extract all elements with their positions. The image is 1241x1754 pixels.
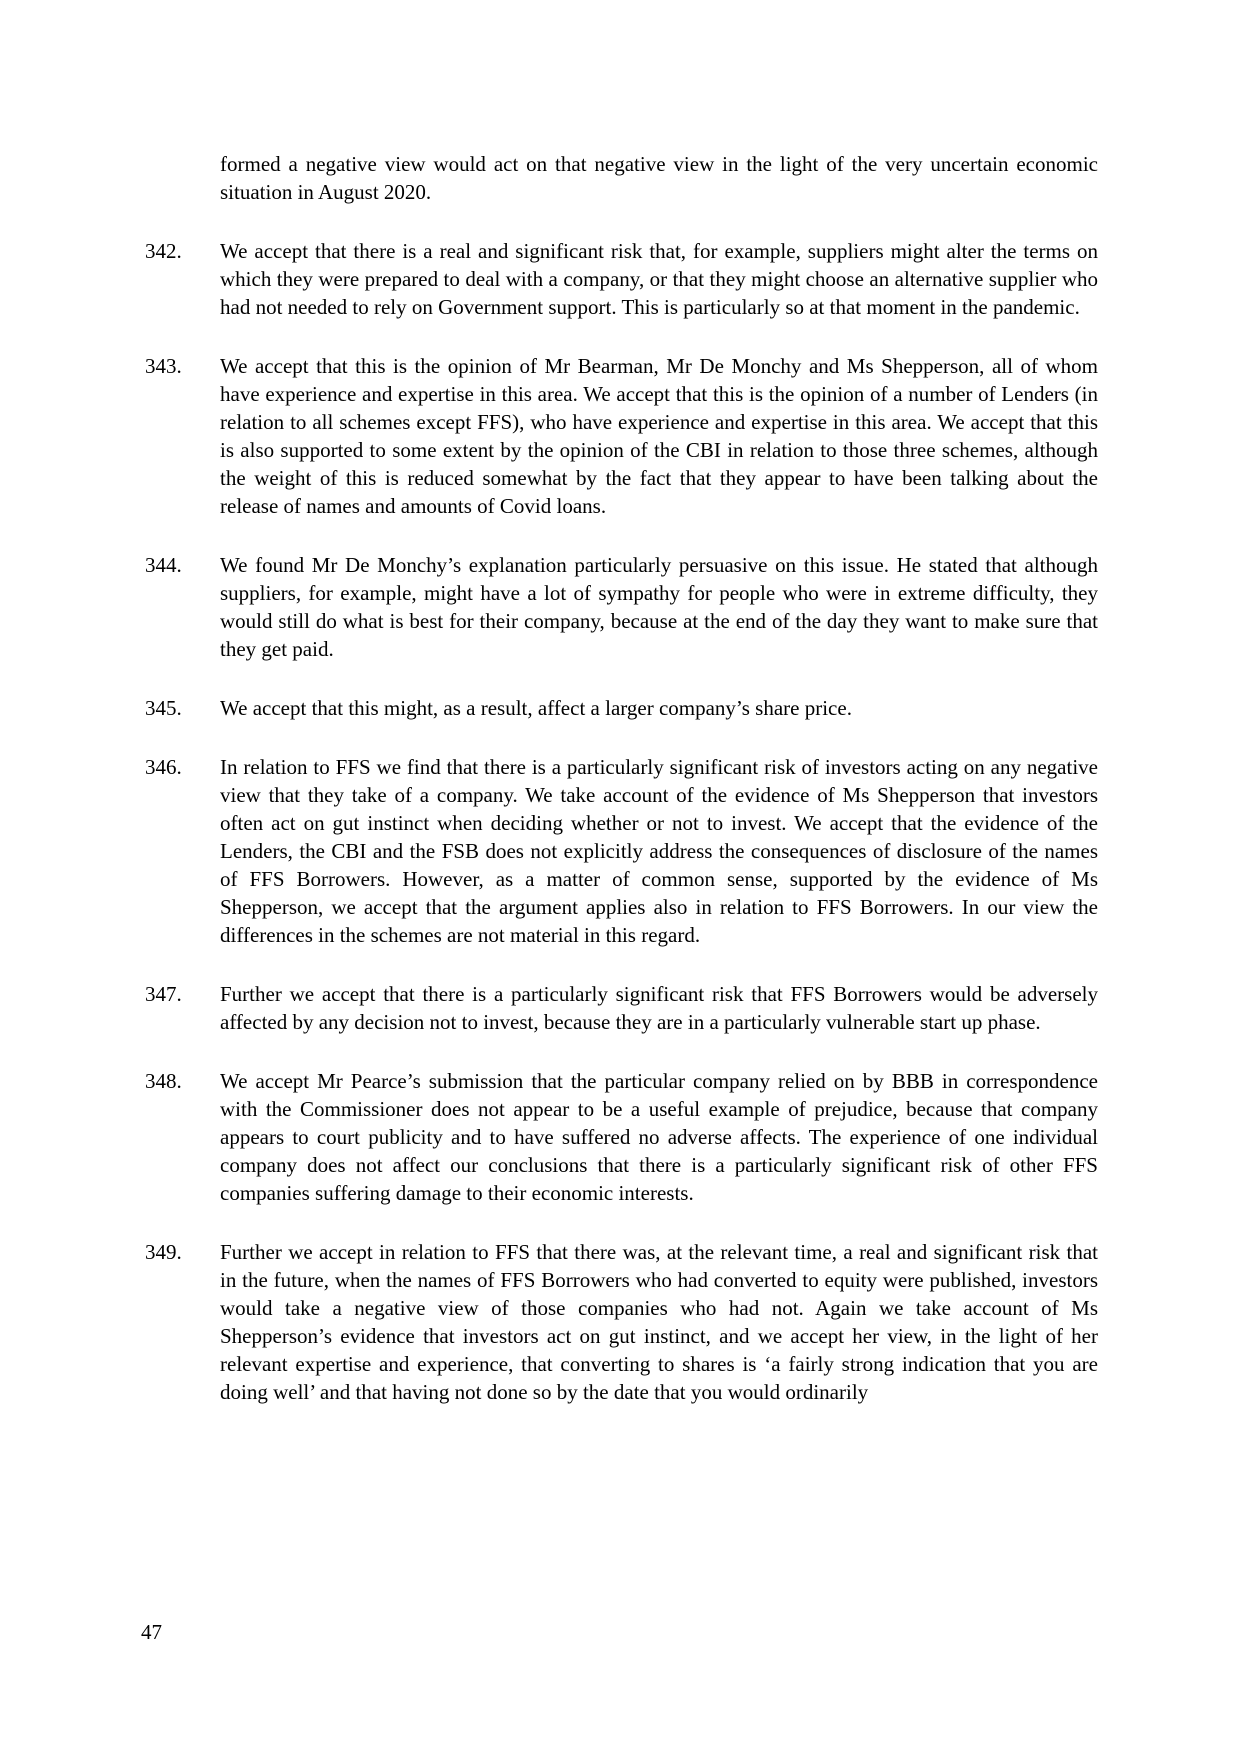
paragraph-number: 346. (145, 755, 182, 779)
paragraph-block-343 (145, 352, 1098, 520)
paragraph-block-342 (145, 237, 1098, 321)
paragraph-text: Further we accept that there is a particularly significant risk that FFS Borrowers would be adversely affected by any decision not to invest, because they are in a particularly vulnerable start up phase. (220, 982, 1098, 1034)
paragraph-text: formed a negative view would act on that negative view in the light of the very uncertain economic situation in August 2020. (220, 152, 1098, 204)
paragraph-number: 348. (145, 1069, 182, 1093)
paragraph-number: 347. (145, 982, 182, 1006)
paragraph-block-345 (145, 694, 1098, 722)
paragraph-number: 349. (145, 1240, 182, 1264)
paragraph-block-347 (145, 980, 1098, 1036)
paragraph-block-344 (145, 551, 1098, 663)
page-number: 47 (141, 1620, 162, 1644)
paragraph-text: We accept Mr Pearce’s submission that the particular company relied on by BBB in correspondence with the Commissioner does not appear to be a useful example of prejudice, because that company appears to court publicity and to have suffered no adverse affects. The experience of one individual company does not affect our conclusions that there is a particularly significant risk of other FFS companies suffering damage to their economic interests. (220, 1069, 1098, 1205)
paragraph-text: We accept that this is the opinion of Mr Bearman, Mr De Monchy and Ms Shepperson, all of whom have experience and expertise in this area. We accept that this is the opinion of a number of Lenders (in relation to all schemes except FFS), who have experience and expertise in this area. We accept that this is also supported to some extent by the opinion of the CBI in relation to those three schemes, although the weight of this is reduced somewhat by the fact that they appear to have been talking about the release of names and amounts of Covid loans. (220, 354, 1098, 518)
paragraph-text: We accept that there is a real and significant risk that, for example, suppliers might alter the terms on which they were prepared to deal with a company, or that they might choose an alternative supplier who had not needed to rely on Government support. This is particularly so at that moment in the pandemic. (220, 239, 1098, 319)
paragraph-text: Further we accept in relation to FFS that there was, at the relevant time, a real and significant risk that in the future, when the names of FFS Borrowers who had converted to equity were published, investors would take a negative view of those companies who had not. Again we take account of Ms Shepperson’s evidence that investors act on gut instinct, and we accept her view, in the light of her relevant expertise and experience, that converting to shares is ‘a fairly strong indication that you are doing well’ and that having not done so by the date that you would ordinarily (220, 1240, 1098, 1404)
paragraph-block-346 (145, 753, 1098, 949)
paragraph-number: 345. (145, 696, 182, 720)
paragraph-block-349 (145, 1238, 1098, 1406)
paragraph-text: In relation to FFS we find that there is a particularly significant risk of investors acting on any negative view that they take of a company. We take account of the evidence of Ms Shepperson that investors often act on gut instinct when deciding whether or not to invest. We accept that the evidence of the Lenders, the CBI and the FSB does not explicitly address the consequences of disclosure of the names of FFS Borrowers. However, as a matter of common sense, supported by the evidence of Ms Shepperson, we accept that the argument applies also in relation to FFS Borrowers. In our view the differences in the schemes are not material in this regard. (220, 755, 1098, 947)
paragraph-number: 343. (145, 354, 182, 378)
paragraph-text: We found Mr De Monchy’s explanation particularly persuasive on this issue. He stated that although suppliers, for example, might have a lot of sympathy for people who were in extreme difficulty, they would still do what is best for their company, because at the end of the day they want to make sure that they get paid. (220, 553, 1098, 661)
paragraph-text: We accept that this might, as a result, affect a larger company’s share price. (220, 696, 852, 720)
document-body (145, 150, 1098, 1437)
paragraph-number: 344. (145, 553, 182, 577)
paragraph-block-348 (145, 1067, 1098, 1207)
paragraph-block-continuation (145, 150, 1098, 206)
paragraph-number: 342. (145, 239, 182, 263)
